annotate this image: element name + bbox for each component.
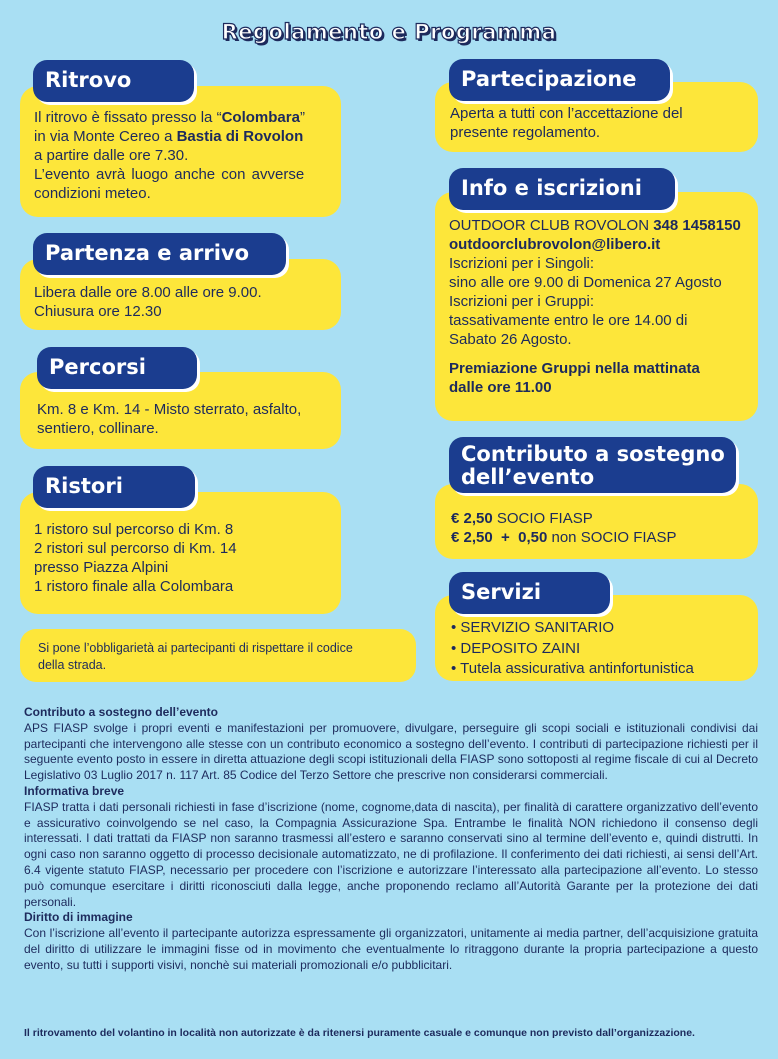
ritrovo-line: in via Monte Cereo a [34,128,177,145]
ritrovo-line: a partire dalle ore 7.30. [34,147,189,164]
partenza-line: Libera dalle ore 8.00 alle ore 9.00. [34,284,262,301]
premiazione-line: Premiazione Gruppi nella mattinata [449,360,700,377]
club-name: OUTDOOR CLUB ROVOLON [449,217,654,234]
servizi-item: • DEPOSITO ZAINI [451,639,581,657]
info-line: Sabato 26 Agosto. [449,331,572,348]
phone-number: 348 1458150 [653,217,741,234]
info-heading: Info e iscrizioni [449,168,675,210]
premiazione-line: dalle ore 11.00 [449,379,552,396]
ritrovo-line: L’evento avrà luogo anche con avverse [34,166,305,183]
partecipazione-line: Aperta a tutti con l’accettazione del [450,105,683,122]
contributo-paragraph: APS FIASP svolge i propri eventi e manifestazioni per promuovere, divulgare, perseguire gli scopi sociali e istituzionali condivisi dai partecipanti che intervengono alle stesse con un contributo economico a sostegno dell’evento. I contributi di partecipazione richiesti per il seguente evento posto in essere in diretta attuazione degli scopi istituzionali della FIASP sono sottoposti al regime fiscale di cui al Decreto Legislativo 03 Luglio 2017 n. 117 Art. 85 Codice del Terzo Settore che prescrive non considerarsi commerciali. [24,720,758,783]
info-line: Iscrizioni per i Singoli: [449,255,595,272]
ristori-card [20,492,341,614]
ritrovo-card [20,86,341,217]
non-socio-label: non SOCIO FIASP [547,529,677,546]
non-socio-price: € 2,50 + 0,50 [451,529,548,546]
ristori-heading: Ristori [33,466,195,508]
disclaimer: Il ritrovamento del volantino in località non autorizzate è da ritenersi puramente casuale e comunque non previsto dall’organizzazione. [24,1027,695,1039]
percorsi-line: Km. 8 e Km. 14 - Misto sterrato, asfalto, [37,401,302,418]
diritto-immagine-paragraph: Con l’iscrizione all’evento il partecipante autorizza espressamente gli organizzatori, unitamente ai media partner, dell’acquisizione gratuita del diritto di utilizzare le immagini fisse od in movimento che eventualmente lo ritraggono durante la propria partecipazione a questo evento, su tutti i supporti visivi, nonchè sui materiali promozionali e/o pubblicitari. [24,926,758,972]
page-title: Regolamento e Programma [221,20,557,44]
ristori-line: presso Piazza Alpini [34,559,169,576]
road-rules-note [20,629,416,682]
diritto-immagine-heading: Diritto di immagine [24,910,133,925]
contributo-heading-line: Contributo a sostegno [461,442,725,466]
percorsi-line: sentiero, collinare. [37,420,159,437]
info-line: tassativamente entro le ore 14.00 di [449,312,688,329]
ristori-line: 1 ristoro sul percorso di Km. 8 [34,521,234,538]
contributo-heading [449,437,736,493]
note-line: Si pone l’obbligarietà ai partecipanti di rispettare il codice [38,641,353,655]
informativa-paragraph: FIASP tratta i dati personali richiesti in fase d’iscrizione (nome, cognome,data di nascita), per finalità di carattere organizzativo dell’evento e assicurativo coinvolgendo se nel caso, la Compagnia Assicurazione Spa. Entrambe le finalità NON richiedono il consenso degli interessati. I dati trattati da FIASP non saranno trasmessi all’estero e saranno conservati sino al termine dell’evento e, quindi distrutti. In ogni caso non saranno oggetto di processo decisionale automatizzato, ne di profilazione. Il conferimento dei dati richiesti, ai sensi dell’Art. 6.4 vigente statuto FIASP, necessario per procedere con l’iscrizione e autorizzare l’interessato alla partecipazione all’evento. Lo stesso può comunque esercitare i diritti riconosciuti dalla legge, anche proponendo reclamo all’Autorità Garante per la protezione dei dati personali. [24,799,758,909]
fine-print [24,705,758,974]
contributo-section-heading: Contributo a sostegno dell’evento [24,705,219,719]
partecipazione-line: presente regolamento. [450,124,601,141]
note-line: della strada. [38,658,107,672]
ristori-line: 2 ristori sul percorso di Km. 14 [34,540,237,557]
info-line: sino alle ore 9.00 di Domenica 27 Agosto [449,274,722,291]
ritrovo-line: condizioni meteo. [34,185,151,202]
servizi-item: • Tutela assicurativa antinfortunistica [451,660,694,677]
contributo-card [435,484,758,559]
partecipazione-heading: Partecipazione [449,59,670,101]
socio-label: SOCIO FIASP [492,510,593,527]
colombara-text: Colombara [221,109,300,126]
partenza-heading: Partenza e arrivo [33,233,286,275]
ritrovo-line: Il ritrovo è fissato presso la “ [34,109,222,126]
servizi-item: • SERVIZIO SANITARIO [451,619,615,636]
socio-price: € 2,50 [451,510,493,527]
ristori-line: 1 ristoro finale alla Colombara [34,578,234,595]
ritrovo-quote: ” [299,109,305,126]
partenza-line: Chiusura ore 12.30 [34,303,162,320]
ritrovo-heading: Ritrovo [33,60,194,102]
informativa-heading: Informativa breve [24,783,125,798]
info-line: Iscrizioni per i Gruppi: [449,293,595,310]
bastia-text: Bastia di Rovolon [176,128,304,145]
email-address: outdoorclubrovolon@libero.it [449,236,661,253]
contributo-heading-line: dell’evento [461,465,595,489]
info-card [435,192,758,421]
percorsi-heading: Percorsi [37,347,197,389]
servizi-heading: Servizi [449,572,610,614]
